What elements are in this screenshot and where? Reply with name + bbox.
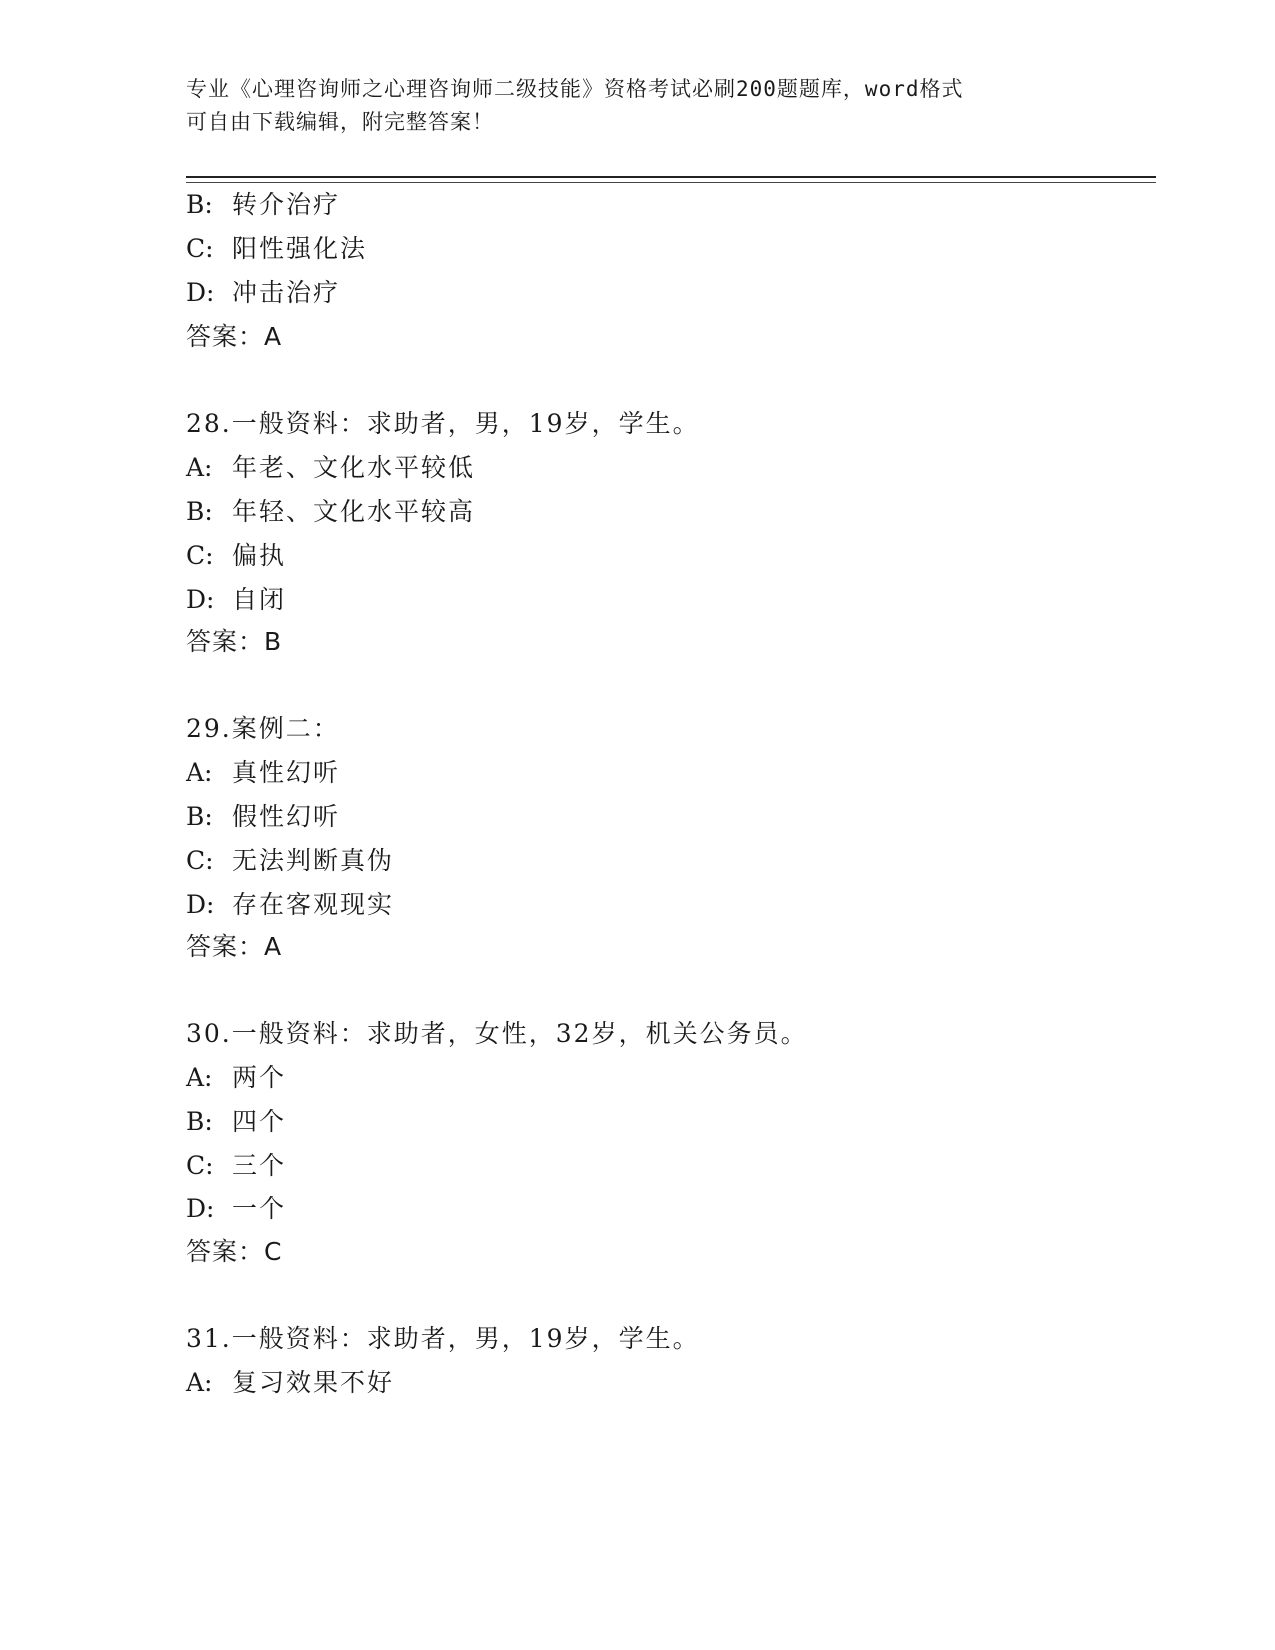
option-letter: B: [186,1107,213,1136]
option-b-q30 [186,1106,286,1138]
option-c-q29 [186,845,394,877]
answer-q28: 答案：B [186,627,283,656]
option-letter: B: [186,802,213,831]
option-text: 四个 [232,1107,287,1136]
option-d-q29 [186,889,394,921]
option-b-q29 [186,801,340,833]
option-text: 年轻、文化水平较高 [232,497,476,526]
option-text: 假性幻听 [232,802,341,831]
question-29: 29.案例二： [186,714,340,743]
document-header [186,73,1086,139]
option-text: 两个 [232,1063,287,1092]
answer-q30: 答案：C [186,1237,283,1266]
option-b-q27 [186,189,340,221]
option-letter: B: [186,497,213,526]
option-letter: D: [186,585,215,614]
option-text: 存在客观现实 [232,890,395,919]
option-letter: B: [186,190,213,219]
question-31: 31.一般资料：求助者，男，19岁，学生。 [186,1324,700,1353]
option-text: 自闭 [232,585,287,614]
option-letter: C: [186,846,214,875]
option-text: 阳性强化法 [232,234,368,263]
option-text: 偏执 [232,541,287,570]
option-text: 一个 [232,1194,287,1223]
option-letter: D: [186,278,215,307]
option-letter: A: [186,453,213,482]
option-a-q31 [186,1367,394,1399]
option-letter: A: [186,1368,213,1397]
option-letter: C: [186,541,214,570]
option-letter: C: [186,234,214,263]
header-line-1: 专业《心理咨询师之心理咨询师二级技能》资格考试必刷200题题库，word格式 [186,77,964,101]
header-divider-thin [186,182,1156,183]
option-text: 冲击治疗 [232,278,341,307]
header-line-2: 可自由下载编辑，附完整答案！ [186,110,494,134]
option-text: 年老、文化水平较低 [232,453,476,482]
option-c-q30 [186,1150,286,1182]
option-c-q28 [186,540,286,572]
option-text: 真性幻听 [232,758,341,787]
option-text: 转介治疗 [232,190,341,219]
question-28: 28.一般资料：求助者，男，19岁，学生。 [186,409,700,438]
option-text: 复习效果不好 [232,1368,395,1397]
option-text: 无法判断真伪 [232,846,395,875]
option-a-q28 [186,452,475,484]
option-letter: A: [186,758,213,787]
option-a-q29 [186,757,340,789]
answer-q29: 答案：A [186,932,283,961]
option-d-q27 [186,277,340,309]
option-b-q28 [186,496,475,528]
option-letter: D: [186,890,215,919]
answer-q27: 答案：A [186,322,283,351]
option-letter: D: [186,1194,215,1223]
option-text: 三个 [232,1151,287,1180]
option-d-q28 [186,584,286,616]
option-d-q30 [186,1193,286,1225]
question-30: 30.一般资料：求助者，女性，32岁，机关公务员。 [186,1019,808,1048]
option-a-q30 [186,1062,286,1094]
header-divider-thick [186,176,1156,178]
option-letter: A: [186,1063,213,1092]
option-c-q27 [186,233,367,265]
option-letter: C: [186,1151,214,1180]
